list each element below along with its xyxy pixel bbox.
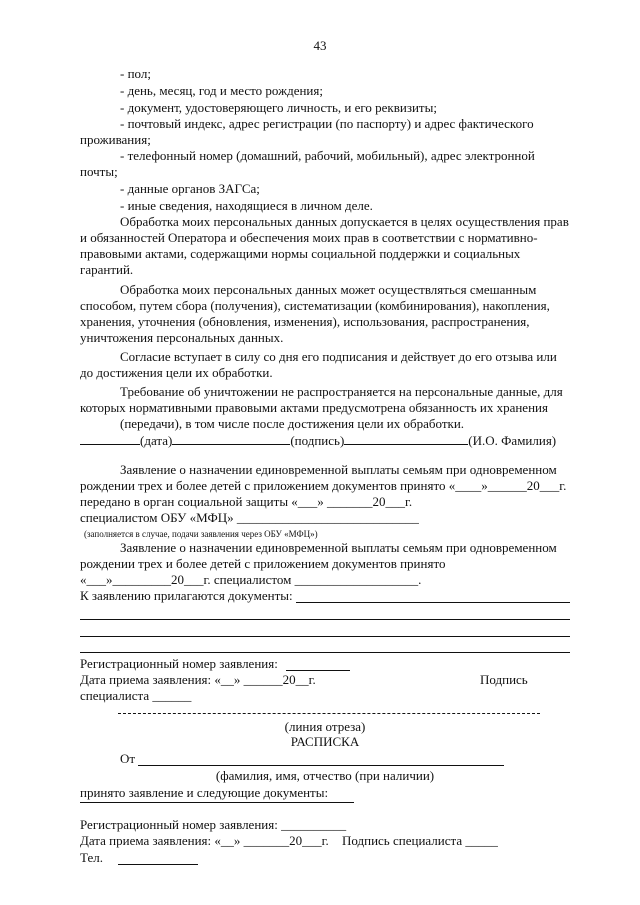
receipt-from-label: От [120, 751, 136, 766]
receipt-name-hint: (фамилия, имя, отчество (при наличии) [215, 768, 435, 783]
list-item: - день, месяц, год и место рождения; [120, 83, 323, 98]
receipt-signature-label: Подпись специалиста _____ [342, 833, 498, 848]
list-item: - почтовый индекс, адрес регистрации (по паспорту) и адрес фактического [120, 116, 534, 131]
paragraph-line: Согласие вступает в силу со дня его подписания и действует до его отзыва или [120, 349, 557, 364]
paragraph-line: хранения, уточнения (обновления, изменения), использования, распространения, [80, 314, 530, 329]
paragraph-line: Обработка моих персональных данных может осуществляться смешанным [120, 282, 537, 297]
receipt-date-label: Дата приема заявления: «__» _______20___г. [80, 833, 329, 848]
list-item: почты; [80, 164, 118, 179]
attachments-field[interactable] [80, 652, 570, 653]
attachments-label: К заявлению прилагаются документы: [80, 588, 293, 603]
receipt-phone-label: Тел. [80, 850, 103, 865]
statement-two-line: «___»_________20___г. специалистом ___________________. [80, 572, 422, 587]
list-item: - документ, удостоверяющего личность, и его реквизиты; [120, 100, 437, 115]
paragraph-line: гарантий. [80, 262, 134, 277]
paragraph-line: Обработка моих персональных данных допускается в целях осуществления прав [120, 214, 569, 229]
attachments-field[interactable] [80, 636, 570, 637]
receipt-number-label: Регистрационный номер заявления: __________ [80, 817, 347, 832]
paragraph-line: (передачи), в том числе после достижения цели их обработки. [120, 416, 465, 431]
registration-date-label: Дата приема заявления: «__» ______20__г. [80, 672, 316, 687]
receipt-documents-field[interactable] [80, 802, 354, 803]
date-caption: (дата) [140, 433, 173, 448]
signature-caption: (подпись) [290, 433, 345, 448]
statement-one-note: (заполняется в случае, подачи заявления через ОБУ «МФЦ») [84, 529, 318, 539]
cut-line [118, 713, 540, 714]
paragraph-line: до достижения цели их обработки. [80, 365, 273, 380]
statement-one-line: передано в орган социальной защиты «___» _______20___г. [80, 494, 413, 509]
paragraph-line: которых нормативными правовыми актами предусмотрена обязанность их хранения [80, 400, 548, 415]
cut-line-label: (линия отреза) [284, 719, 366, 734]
statement-one-line: Заявление о назначении единовременной выплаты семьям при одновременном [120, 462, 557, 477]
list-item: проживания; [80, 132, 151, 147]
paragraph-line: Требование об уничтожении не распространяется на персональные данные, для [120, 384, 563, 399]
registration-number-field[interactable] [286, 670, 350, 671]
statement-two-line: Заявление о назначении единовременной выплаты семьям при одновременном [120, 540, 557, 555]
registration-specialist-label: специалиста ______ [80, 688, 192, 703]
attachments-field[interactable] [80, 619, 570, 620]
statement-one-line: рождении трех и более детей с приложением документов принято «____»______20___г. [80, 478, 567, 493]
statement-one-line: специалистом ОБУ «МФЦ» ____________________________ [80, 510, 419, 525]
list-item: - пол; [120, 66, 151, 81]
name-caption: (И.О. Фамилия) [468, 433, 557, 448]
receipt-from-field[interactable] [138, 765, 504, 766]
registration-number-label: Регистрационный номер заявления: [80, 656, 278, 671]
attachments-field[interactable] [296, 602, 570, 603]
statement-two-line: рождении трех и более детей с приложением документов принято [80, 556, 446, 571]
receipt-title: РАСПИСКА [290, 734, 360, 749]
list-item: - телефонный номер (домашний, рабочий, мобильный), адрес электронной [120, 148, 535, 163]
list-item: - данные органов ЗАГСа; [120, 181, 260, 196]
paragraph-line: и обязанностей Оператора и обеспечения моих прав в соответствии с нормативно- [80, 230, 538, 245]
receipt-phone-field[interactable] [118, 864, 198, 865]
page-number: 43 [313, 38, 327, 53]
paragraph-line: способом, путем сбора (получения), систематизации (комбинирования), накопления, [80, 298, 550, 313]
receipt-accepted-label: принято заявление и следующие документы: [80, 785, 329, 800]
paragraph-line: правовыми актами, содержащими нормы социальной поддержки и социальных [80, 246, 521, 261]
signature-line [80, 433, 556, 449]
registration-signature-label: Подпись [480, 672, 528, 687]
list-item: - иные сведения, находящиеся в личном деле. [120, 198, 373, 213]
paragraph-line: уничтожения персональных данных. [80, 330, 284, 345]
